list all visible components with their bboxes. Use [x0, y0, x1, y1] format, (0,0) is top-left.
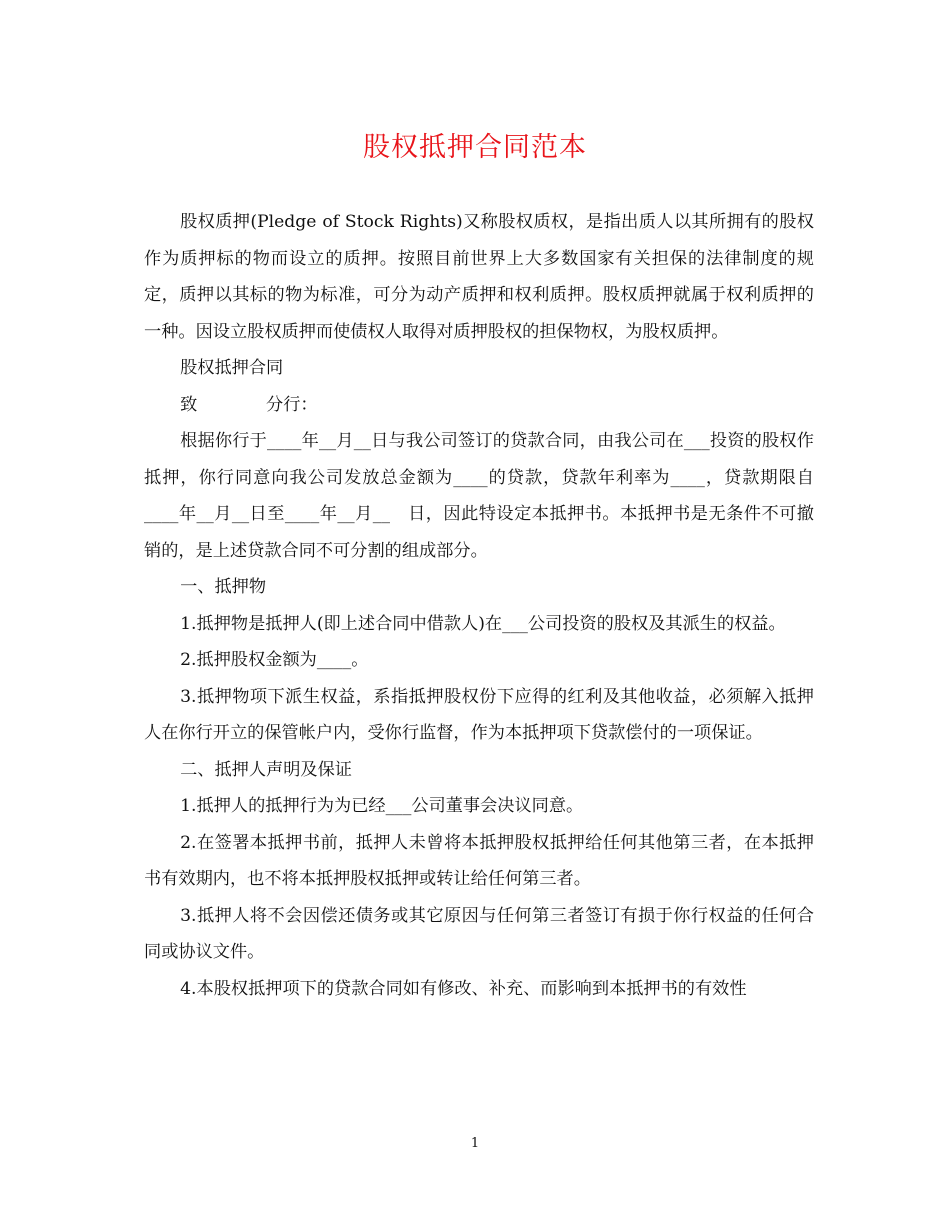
contract-preamble: 根据你行于____年__月__日与我公司签订的贷款合同，由我公司在___投资的股权作抵押，你行同意向我公司发放总金额为____的贷款，贷款年利率为____，贷款期限自____年__月__日至____年__月__ 日，因此特设定本抵押书。本抵押书是无条件不可撤销的，是上述贷款合同不可分割的组成部分。: [144, 431, 814, 561]
clause-1-2: 2.抵押股权金额为____。: [180, 650, 369, 670]
intro-paragraph: 股权质押(Pledge of Stock Rights)又称股权质权，是指出质人以其所拥有的股权作为质押标的物而设立的质押。按照目前世界上大多数国家有关担保的法律制度的规定，质押以其标的物为标准，可分为动产质押和权利质押。股权质押就属于权利质押的一种。因设立股权质押而使债权人取得对质押股权的担保物权，为股权质押。: [144, 212, 814, 342]
clause-2-1: 1.抵押人的抵押行为为已经___公司董事会决议同意。: [180, 796, 584, 816]
section-heading-collateral: 一、抵押物: [180, 577, 267, 597]
clause-2-3: 3.抵押人将不会因偿还债务或其它原因与任何第三者签订有损于你行权益的任何合同或协议文件。: [144, 905, 814, 962]
page-number: 1: [470, 1136, 480, 1151]
clause-2-2: 2.在签署本抵押书前，抵押人未曾将本抵押股权抵押给任何其他第三者，在本抵押书有效期内，也不将本抵押股权抵押或转让给任何第三者。: [144, 832, 814, 889]
document-title: 股权抵押合同范本: [363, 132, 587, 163]
section-heading-warranties: 二、抵押人声明及保证: [180, 759, 352, 780]
contract-heading: 股权抵押合同: [180, 358, 284, 378]
clause-1-3: 3.抵押物项下派生权益，系指抵押股权份下应得的红利及其他收益，必须解入抵押人在你行开立的保管帐户内，受你行监督，作为本抵押项下贷款偿付的一项保证。: [144, 686, 814, 743]
addressee-line: 致 分行：: [180, 394, 318, 415]
document-body: [144, 204, 814, 1007]
clause-2-4: 4.本股权抵押项下的贷款合同如有修改、补充、而影响到本抵押书的有效性: [180, 978, 747, 999]
clause-1-1: 1.抵押物是抵押人(即上述合同中借款人)在___公司投资的股权及其派生的权益。: [180, 613, 786, 634]
